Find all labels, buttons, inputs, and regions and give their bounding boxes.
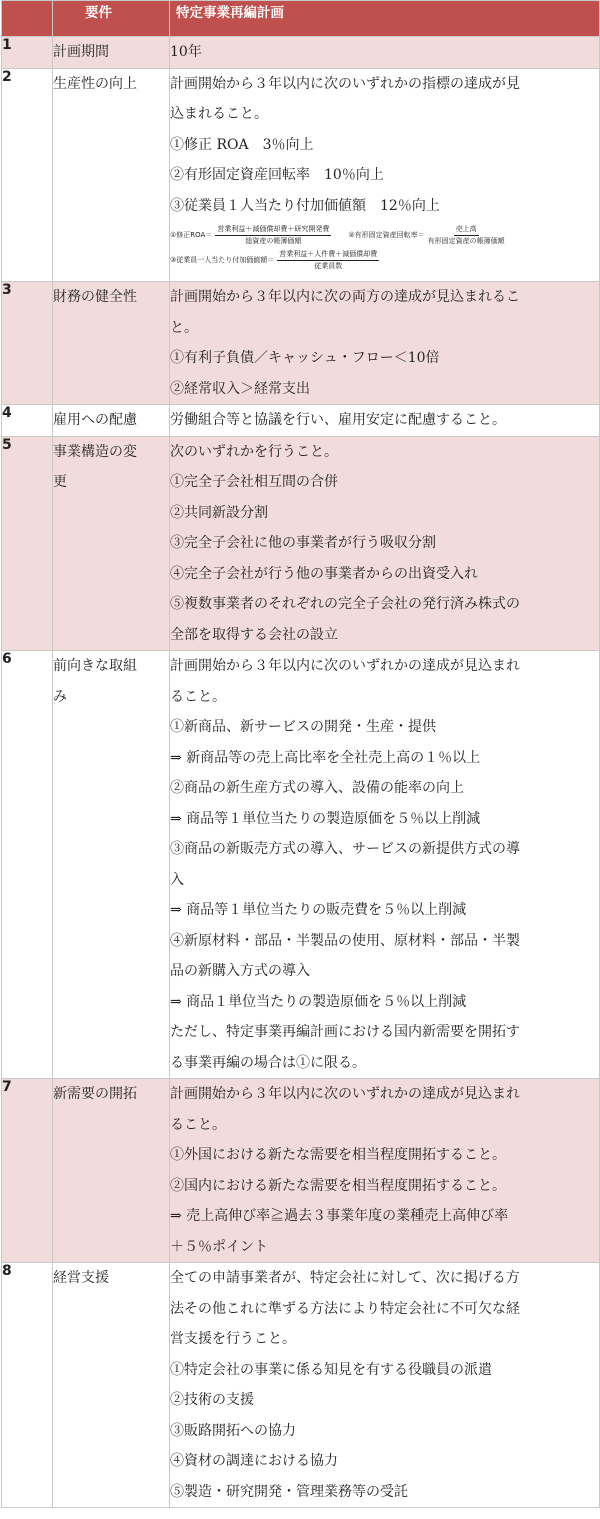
- row-number: 2: [2, 68, 53, 282]
- row-content: 計画開始から３年以内に次のいずれかの達成が見込まれ ること。 ①外国における新たな需要を相当程度開拓すること。 ②国内における新たな需要を相当程度開拓すること。 ⇒ 売上高伸び率≧過去３事業年度の業種売上高伸び率 ＋５％ポイント: [170, 1079, 600, 1263]
- row-label: 財務の健全性: [53, 282, 170, 405]
- row-content: 次のいずれかを行うこと。 ①完全子会社相互間の合併 ②共同新設分割 ③完全子会社に他の事業者が行う吸収分割 ④完全子会社が行う他の事業者からの出資受入れ ⑤複数事業者のそれぞれの完全子会社の発行済み株式の 全部を取得する会社の設立: [170, 436, 600, 651]
- table-row: [2, 436, 600, 651]
- row-content: 10年: [170, 37, 600, 69]
- row-number: 1: [2, 37, 53, 69]
- row-label: 新需要の開拓: [53, 1079, 170, 1263]
- formula-fraction: $\frac{\text{売上高}}{\text{有形固定資産の帳簿価額}}$: [427, 225, 505, 245]
- header-number: [2, 1, 53, 37]
- table-row: [2, 68, 600, 282]
- row-number: 5: [2, 436, 53, 651]
- table-row: [2, 1263, 600, 1508]
- row-label: 事業構造の変 更: [53, 436, 170, 651]
- table-row: [2, 651, 600, 1079]
- row-number: 8: [2, 1263, 53, 1508]
- row-label: 雇用への配慮: [53, 405, 170, 437]
- row-number: 3: [2, 282, 53, 405]
- formula-fraction: $\frac{\text{営業利益＋人件費＋減価償却費}}{\text{従業員数}}$: [279, 250, 378, 270]
- row-content: 計画開始から３年以内に次のいずれかの達成が見込まれ ること。 ①新商品、新サービスの開発・生産・提供 ⇒ 新商品等の売上高比率を全社売上高の１％以上 ②商品の新生産方式の導入、設備の能率の向上 ⇒ 商品等１単位当たりの製造原価を５％以上削減 ③商品の新販売方式の導入、サービスの新提供方式の導 入 ⇒ 商品等１単位当たりの販売費を５％以上削減 ④新原材料・部品・半製品の使用、原材料・部品・半製 品の新購入方式の導入 ⇒ 商品１単位当たりの製造原価を５％以上削減 ただし、特定事業再編計画における国内新需要を開拓す る事業再編の場合は①に限る。: [170, 651, 600, 1079]
- table-header-row: [2, 1, 600, 37]
- row-label: 計画期間: [53, 37, 170, 69]
- formula-label: ③従業員一人当たり付加価値額＝: [170, 256, 275, 264]
- header-plan: 特定事業再編計画: [170, 1, 600, 37]
- row-label: 前向きな取組 み: [53, 651, 170, 1079]
- requirements-table: [1, 0, 600, 1508]
- row-label: 経営支援: [53, 1263, 170, 1508]
- table-row: [2, 37, 600, 69]
- header-requirement: 要件: [53, 1, 170, 37]
- table-row: [2, 405, 600, 437]
- row-content: 労働組合等と協議を行い、雇用安定に配慮すること。: [170, 405, 600, 437]
- row-number: 6: [2, 651, 53, 1079]
- row-content: 全ての申請事業者が、特定会社に対して、次に掲げる方 法その他これに準ずる方法により特定会社に不可欠な経 営支援を行うこと。 ①特定会社の事業に係る知見を有する役職員の派遣 ②技術の支援 ③販路開拓への協力 ④資材の調達における協力 ⑤製造・研究開発・管理業務等の受託: [170, 1263, 600, 1508]
- table-row: [2, 1079, 600, 1263]
- row-label: 生産性の向上: [53, 68, 170, 282]
- formula-fraction: $\frac{\text{営業利益＋減価償却費＋研究開発費}}{\text{総資産の帳簿価額}}$: [217, 225, 330, 245]
- row-number: 4: [2, 405, 53, 437]
- formula-block: [170, 221, 599, 281]
- formula-label: ②有形固定資産回転率＝: [348, 231, 425, 239]
- table-row: [2, 282, 600, 405]
- row-content: 計画開始から３年以内に次の両方の達成が見込まれるこ と。 ①有利子負債／キャッシュ・フロー＜10倍 ②経常収入＞経常支出: [170, 282, 600, 405]
- row-number: 7: [2, 1079, 53, 1263]
- formula-label: ①修正ROA＝: [170, 231, 213, 239]
- row-content: 計画開始から３年以内に次のいずれかの指標の達成が見 込まれること。 ①修正 ROA 3％向上 ②有形固定資産回転率 10％向上 ③従業員１人当たり付加価値額 12％向上 ①修正ROA＝ $\frac{\text{営業利益＋減価償却費＋研究開発費}}{\text{総資産の帳簿価額}}$ ②有形固定資産回転率＝ $\frac{\text{売上高}}{\text{有形固定資産の帳簿価額}}$ ③従業員一人当たり付加価値額＝ $\frac{\text{営業利益＋人件費＋減価償却費}}{\text{従業員数}}$: [170, 68, 600, 282]
